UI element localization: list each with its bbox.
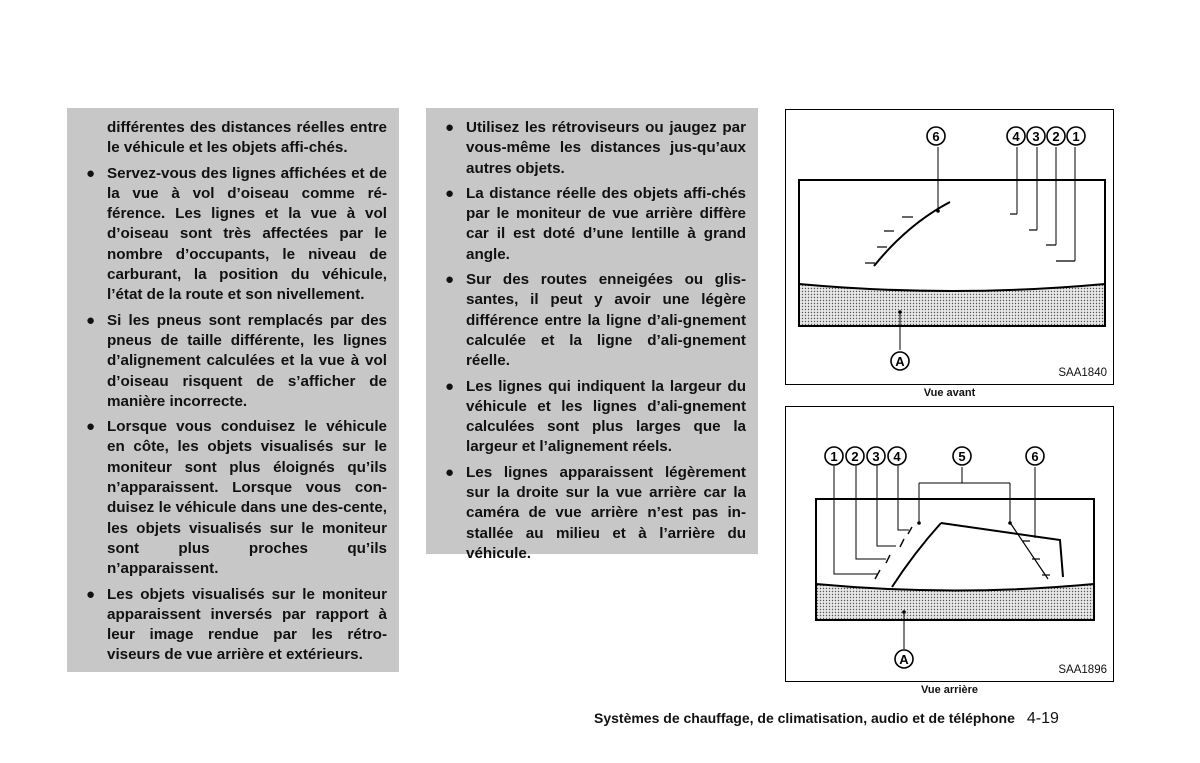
bullet-icon: ● — [86, 311, 96, 329]
callout-1-icon — [1067, 127, 1085, 145]
callout-a-icon — [895, 650, 913, 668]
svg-text:6: 6 — [932, 129, 940, 144]
bullet-text: Lorsque vous conduisez le véhicule en côte, les objets visualisés sur le moniteur sont plus éloignés qu’ils n’apparaissent. Lorsque vous con-duisez le véhicule dans une des-cente, les objets visualisés sur le moniteur sont plus proches qu’ils n’apparaissent. — [107, 418, 387, 578]
bullet-icon: ● — [86, 585, 96, 603]
svg-text:2: 2 — [851, 449, 859, 464]
bullet-item — [445, 270, 746, 371]
callout-5-icon — [953, 447, 971, 465]
callout-3-icon — [1027, 127, 1045, 145]
bullet-text: Les objets visualisés sur le moniteur apparaissent inversés par rapport à leur image rendue par les rétro-viseurs de vue arrière et extérieurs. — [107, 585, 387, 664]
svg-text:3: 3 — [872, 449, 880, 464]
svg-text:1: 1 — [830, 449, 838, 464]
bullet-icon: ● — [445, 271, 455, 289]
figure-code: SAA1896 — [1058, 664, 1107, 676]
rear-view-figure — [785, 406, 1114, 682]
continued-paragraph: différentes des distances réelles entre le véhicule et les objets affi-chés. — [107, 119, 387, 157]
callout-2-icon — [846, 447, 864, 465]
bullet-item — [86, 164, 387, 306]
svg-text:2: 2 — [1052, 129, 1060, 144]
bumper-shade — [799, 284, 1105, 326]
bullet-item — [445, 118, 746, 179]
page-number: 4-19 — [1026, 710, 1059, 727]
svg-text:A: A — [895, 354, 905, 369]
bullet-item — [445, 184, 746, 265]
bullet-item — [86, 311, 387, 412]
bullet-item — [86, 417, 387, 579]
callout-4-icon — [888, 447, 906, 465]
text-column-middle — [426, 108, 758, 562]
text-column-left — [67, 108, 399, 672]
bullet-text: Servez-vous des lignes affichées et de la vue à vol d’oiseau comme ré-férence. Les lignes et la vue à vol d’oiseau sont très affectées par le nombre d’occupants, le niveau de carburant, la position du véhicule, l’état de la route et son nivellement. — [107, 164, 387, 304]
callout-2-icon — [1047, 127, 1065, 145]
bullet-text: Sur des routes enneigées ou glis-santes, il peut y avoir une légère différence entre la ligne d’ali-gnement calculée et la ligne d’ali-gnement réelle. — [466, 271, 746, 370]
svg-text:5: 5 — [958, 449, 966, 464]
bullet-item — [86, 585, 387, 666]
front-view-diagram — [786, 110, 1113, 384]
svg-text:3: 3 — [1032, 129, 1040, 144]
svg-text:A: A — [899, 652, 909, 667]
figure-caption: Vue arrière — [920, 684, 979, 696]
bullet-text: Utilisez les rétroviseurs ou jaugez par vous-même les distances jus-qu’aux autres objets. — [466, 119, 746, 177]
front-view-figure — [785, 109, 1114, 385]
bullet-text: Les lignes apparaissent légèrement sur la droite sur la vue arrière car la caméra de vue arrière n’est pas in-stallée au milieu et à l’arrière du véhicule. — [466, 463, 746, 562]
svg-text:6: 6 — [1031, 449, 1039, 464]
bullet-icon: ● — [445, 463, 455, 481]
bullet-icon: ● — [445, 184, 455, 202]
bullet-item — [445, 377, 746, 458]
svg-text:4: 4 — [893, 449, 901, 464]
figure-code: SAA1840 — [1058, 367, 1107, 379]
bullet-text: La distance réelle des objets affi-chés par le moniteur de vue arrière diffère car il est doté d’une lentille à grand angle. — [466, 184, 746, 263]
svg-text:1: 1 — [1072, 129, 1080, 144]
callout-a-icon — [891, 352, 909, 370]
bullet-icon: ● — [445, 119, 455, 136]
callout-3-icon — [867, 447, 885, 465]
callout-6-icon — [927, 127, 945, 145]
svg-text:4: 4 — [1012, 129, 1020, 144]
page-footer — [594, 710, 1144, 728]
rear-view-diagram — [786, 407, 1113, 681]
bullet-icon: ● — [86, 164, 96, 182]
callout-6-icon — [1026, 447, 1044, 465]
bullet-text: Si les pneus sont remplacés par des pneus de taille différente, les lignes d’alignement calculées et la vue à vol d’oiseau risquent de s’afficher de manière incorrecte. — [107, 311, 387, 410]
section-title: Systèmes de chauffage, de climatisation, audio et de téléphone — [594, 710, 1015, 726]
callout-1-icon — [825, 447, 843, 465]
bullet-text: Les lignes qui indiquent la largeur du véhicule et les lignes d’ali-gnement calculées sont plus larges que la largeur et l’alignement réels. — [466, 377, 746, 456]
bullet-item — [445, 463, 746, 564]
callout-4-icon — [1007, 127, 1025, 145]
bullet-icon: ● — [86, 418, 96, 436]
bullet-icon: ● — [445, 377, 455, 395]
figure-caption: Vue avant — [923, 387, 976, 399]
